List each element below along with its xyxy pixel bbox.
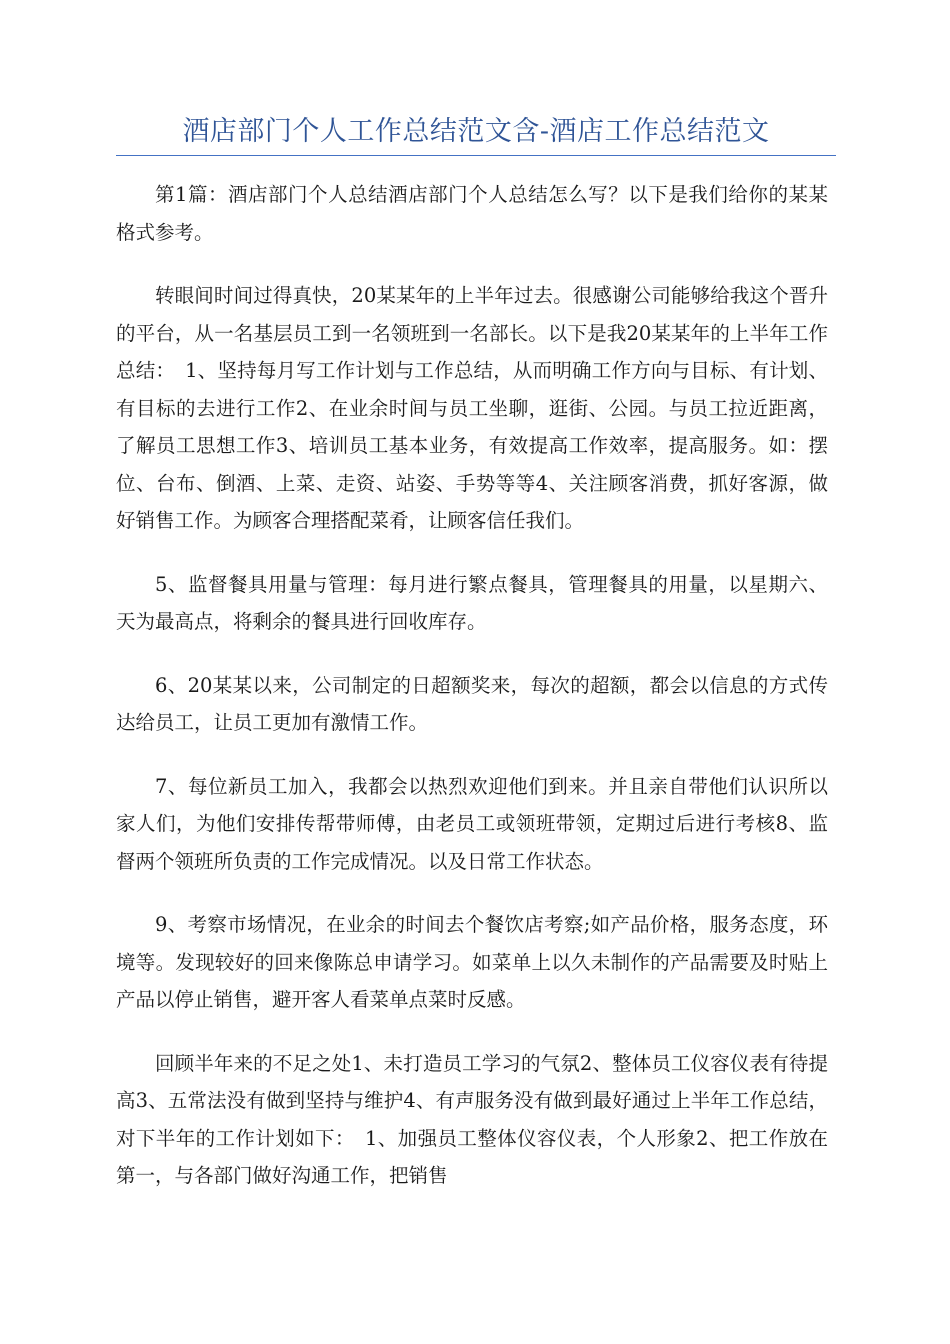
paragraph-7: 回顾半年来的不足之处1、未打造员工学习的气氛2、整体员工仪容仪表有待提高3、五常法没有做到坚持与维护4、有声服务没有做到最好通过上半年工作总结，对下半年的工作计划如下： 1、加强员工整体仪容仪表，个人形象2、把工作放在第一，与各部门做好沟通工作，把销售 [116,1051,828,1187]
paragraph-5: 7、每位新员工加入，我都会以热烈欢迎他们到来。并且亲自带他们认识所以家人们，为他们安排传帮带师傅，由老员工或领班带领，定期过后进行考核8、监督两个领班所负责的工作完成情况。以及日常工作状态。 [116,774,828,873]
paragraph-2: 转眼间时间过得真快，20某某年的上半年过去。很感谢公司能够给我这个晋升的平台，从一名基层员工到一名领班到一名部长。以下是我20某某年的上半年工作总结： 1、坚持每月写工作计划与工作总结，从而明确工作方向与目标、有计划、有目标的去进行工作2、在业余时间与员工坐聊，逛街、公园。与员工拉近距离，了解员工思想工作3、培训员工基本业务，有效提高工作效率，提高服务。如：摆位、台布、倒酒、上菜、走资、站姿、手势等等4、关注顾客消费，抓好客源，做好销售工作。为顾客合理搭配菜肴，让顾客信任我们。 [116,284,828,532]
paragraph-6: 9、考察市场情况，在业余的时间去个餐饮店考察;如产品价格，服务态度，环境等。发现较好的回来像陈总申请学习。如菜单上以久未制作的产品需要及时贴上产品以停止销售，避开客人看菜单点菜时反感。 [116,913,828,1011]
paragraph-3: 5、监督餐具用量与管理：每月进行繁点餐具，管理餐具的用量，以星期六、天为最高点，将剩余的餐具进行回收库存。 [116,572,828,633]
title-underline [116,155,836,156]
paragraph-1: 第1篇：酒店部门个人总结酒店部门个人总结怎么写？以下是我们给你的某某格式参考。 [116,183,828,244]
document-title: 酒店部门个人工作总结范文含-酒店工作总结范文 [182,116,770,147]
paragraph-4: 6、20某某以来，公司制定的日超额奖来，每次的超额，都会以信息的方式传达给员工，让员工更加有激情工作。 [116,673,828,734]
document-body [116,176,828,1221]
